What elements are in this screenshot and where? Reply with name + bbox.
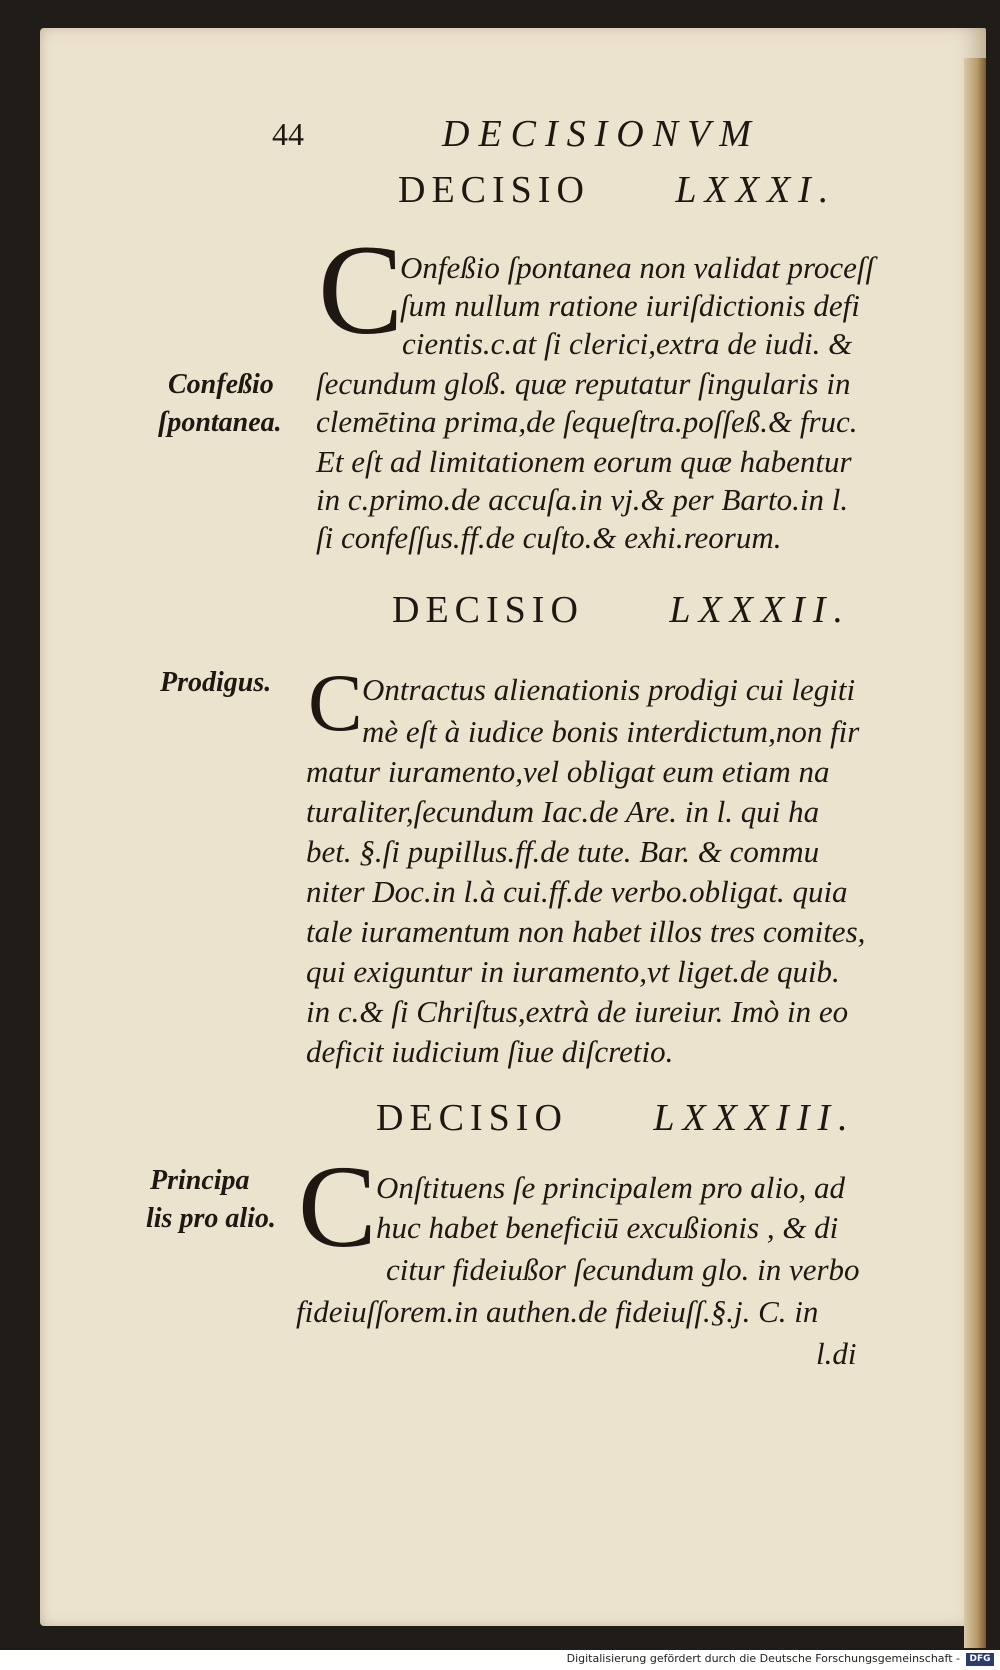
text-line: Ontractus alienationis prodigi cui legiti	[362, 672, 856, 707]
text-line: l.di	[816, 1336, 857, 1371]
drop-cap: C	[318, 219, 404, 361]
text-line: qui exiguntur in iuramento,vt liget.de quib.	[306, 954, 840, 989]
text-line: ſi confeſſus.ff.de cuſto.& exhi.reorum.	[316, 520, 782, 555]
text-line: turaliter,ſecundum Iac.de Are. in l. qui ha	[306, 794, 820, 829]
text-line: deficit iudicium ſiue diſcretio.	[306, 1034, 674, 1069]
text-line: ſum nullum ratione iuriſdictionis defi	[400, 288, 860, 323]
text-line: niter Doc.in l.à cui.ff.de verbo.obligat. quia	[306, 874, 848, 909]
text-line: Onfeßio ſpontanea non validat proceſſ	[400, 250, 875, 285]
section-heading-83: DECISIO LXXXIII.	[376, 1097, 856, 1139]
text-line: in c.primo.de accuſa.in vj.& per Barto.in l.	[316, 482, 849, 517]
dfg-logo-icon: DFG	[966, 1653, 994, 1666]
drop-cap: C	[298, 1141, 377, 1272]
footer-bar	[0, 1650, 1000, 1670]
text-line: in c.& ſi Chriſtus,extrà de iureiur. Imò in eo	[306, 994, 849, 1029]
text-line: clemētina prima,de ſequeſtra.poſſeß.& fruc.	[316, 404, 858, 439]
page-number: 44	[272, 116, 304, 152]
text-line: cientis.c.at ſi clerici,extra de iudi. &	[402, 326, 853, 361]
text-line: bet. §.ſi pupillus.ff.de tute. Bar. & commu	[306, 834, 820, 869]
text-line: Onſtituens ſe principalem pro alio, ad	[376, 1170, 845, 1205]
marginal-note-line: lis pro alio.	[146, 1203, 276, 1234]
text-line: matur iuramento,vel obligat eum etiam na	[306, 754, 830, 789]
section-heading-82: DECISIO LXXXII.	[392, 589, 851, 631]
text-line: tale iuramentum non habet illos tres comites,	[306, 914, 866, 949]
footer-credit: Digitalisierung gefördert durch die Deutsche Forschungsgemeinschaft -	[566, 1652, 960, 1665]
text-line: huc habet beneficiū excußionis , & di	[376, 1210, 839, 1245]
marginal-note-line: Principa	[150, 1165, 250, 1196]
drop-cap: C	[308, 657, 363, 748]
marginal-note-line: Confeßio	[168, 369, 274, 400]
text-line: Et eſt ad limitationem eorum quæ habentur	[316, 444, 852, 479]
running-title: DECISIONVM	[442, 113, 760, 155]
marginal-note-line: ſpontanea.	[158, 407, 282, 438]
running-header	[272, 112, 832, 162]
text-line: fideiuſſorem.in authen.de fideiuſſ.§.j. C. in	[296, 1294, 819, 1329]
text-line: mè eſt à iudice bonis interdictum,non fir	[362, 714, 860, 749]
text-line: citur fideiußor ſecundum glo. in verbo	[386, 1252, 860, 1287]
section-heading-81: DECISIO LXXXI.	[398, 169, 837, 211]
text-line: ſecundum gloß. quæ reputatur ſingularis in	[316, 366, 851, 401]
marginal-note-line: Prodigus.	[160, 667, 272, 698]
page-edge	[964, 58, 986, 1648]
